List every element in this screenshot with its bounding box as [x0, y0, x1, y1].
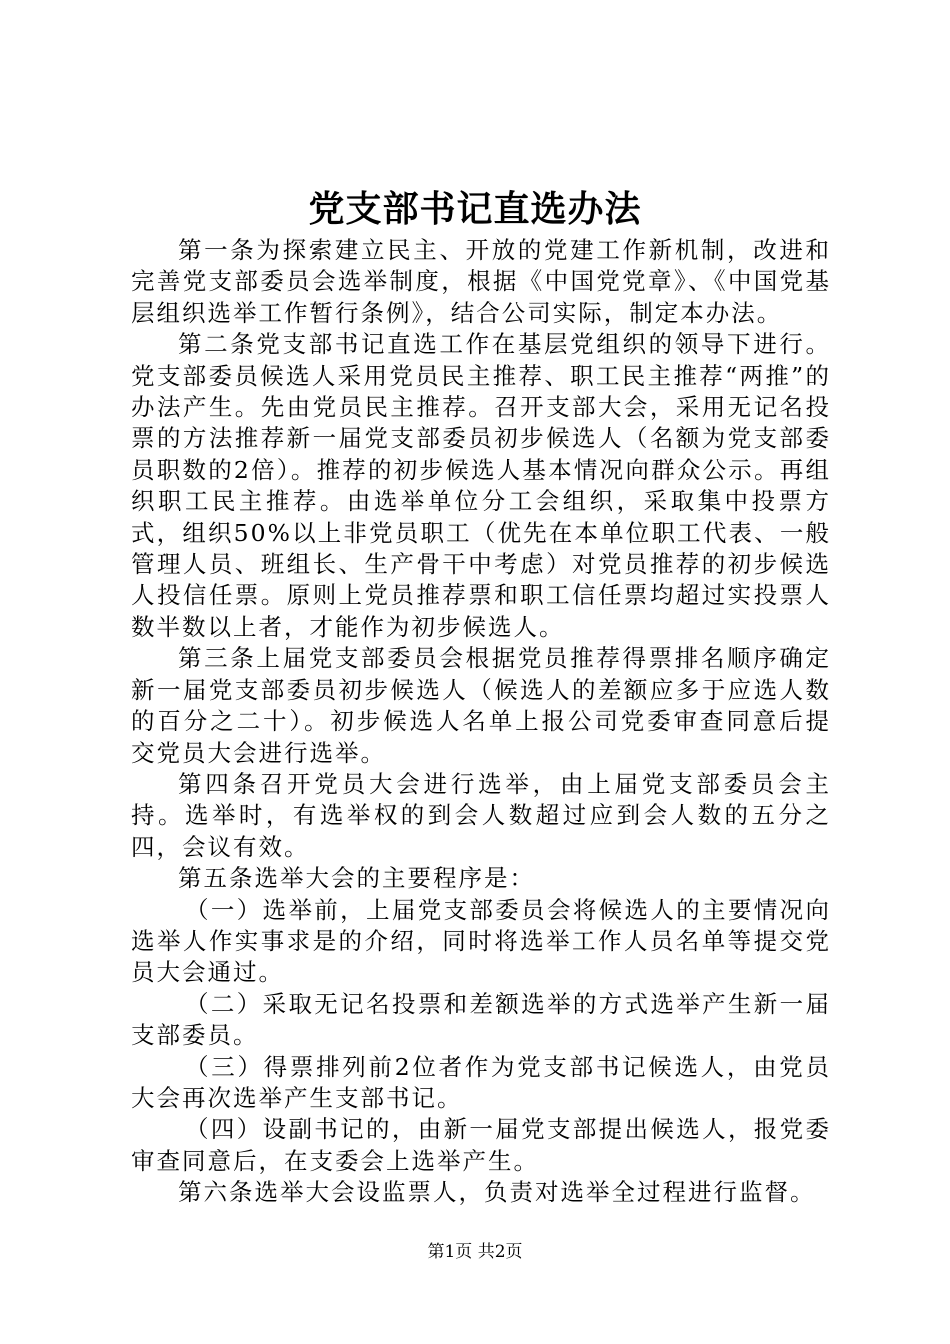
article-4-paragraph: 第四条召开党员大会进行选举，由上届党支部委员会主持。选举时，有选举权的到会人数超过应到会人数的五分之四，会议有效。	[131, 769, 831, 861]
article-1-paragraph: 第一条为探索建立民主、开放的党建工作新机制，改进和完善党支部委员会选举制度，根据《中国党党章》、《中国党基层组织选举工作暂行条例》，结合公司实际，制定本办法。	[131, 236, 831, 327]
procedure-item-2: （二）采取无记名投票和差额选举的方式选举产生新一届支部委员。	[131, 989, 831, 1050]
article-3-paragraph: 第三条上届党支部委员会根据党员推荐得票排名顺序确定新一届党支部委员初步候选人（候选人的差额应多于应选人数的百分之二十）。初步候选人名单上报公司党委审查同意后提交党员大会进行选举。	[131, 644, 831, 767]
document-title: 党支部书记直选办法	[308, 188, 642, 230]
article-2-paragraph: 第二条党支部书记直选工作在基层党组织的领导下进行。党支部委员候选人采用党员民主推荐、职工民主推荐“两推”的办法产生。先由党员民主推荐。召开支部大会，采用无记名投票的方法推荐新一届党支部委员初步候选人（名额为党支部委员职数的2倍）。推荐的初步候选人基本情况向群众公示。再组织职工民主推荐。由选举单位分工会组织，采取集中投票方式，组织50%以上非党员职工（优先在本单位职工代表、一般管理人员、班组长、生产骨干中考虑）对党员推荐的初步候选人投信任票。原则上党员推荐票和职工信任票均超过实投票人数半数以上者，才能作为初步候选人。	[131, 330, 831, 641]
page-number-footer: 第1页 共2页	[427, 1242, 523, 1262]
procedure-item-4: （四）设副书记的，由新一届党支部提出候选人，报党委审查同意后，在支委会上选举产生。	[131, 1115, 831, 1175]
article-6-paragraph: 第六条选举大会设监票人，负责对选举全过程进行监督。	[178, 1178, 816, 1207]
document-body	[131, 235, 831, 1209]
procedure-item-1: （一）选举前，上届党支部委员会将候选人的主要情况向选举人作实事求是的介绍，同时将选举工作人员名单等提交党员大会通过。	[131, 895, 831, 987]
article-5-paragraph: 第五条选举大会的主要程序是：	[178, 864, 535, 893]
procedure-item-3: （三）得票排列前2位者作为党支部书记候选人，由党员大会再次选举产生支部书记。	[131, 1052, 831, 1112]
